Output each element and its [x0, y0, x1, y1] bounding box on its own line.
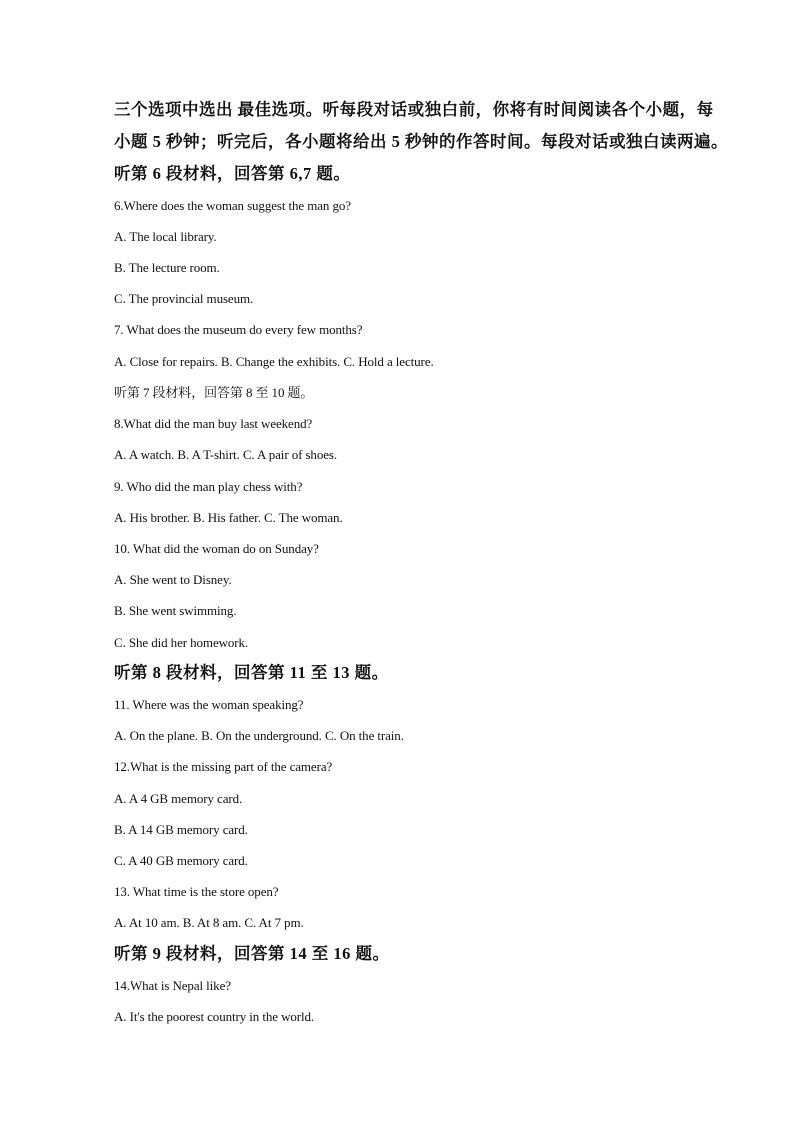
question-6: 6.Where does the woman suggest the man go? [114, 198, 351, 213]
question-12-option-b: B. A 14 GB memory card. [114, 822, 248, 837]
instruction-line-1: 三个选项中选出 最佳选项。听每段对话或独白前，你将有时间阅读各个小题，每 [114, 100, 714, 119]
section-heading-8: 听第 8 段材料，回答第 11 至 13 题。 [114, 663, 389, 682]
instruction-line-2: 小题 5 秒钟；听完后，各小题将给出 5 秒钟的作答时间。每段对话或独白读两遍。 [114, 132, 728, 151]
question-6-option-b: B. The lecture room. [114, 260, 220, 275]
question-13-options: A. At 10 am. B. At 8 am. C. At 7 pm. [114, 915, 304, 930]
question-11: 11. Where was the woman speaking? [114, 697, 304, 712]
question-7: 7. What does the museum do every few months? [114, 322, 363, 337]
question-8: 8.What did the man buy last weekend? [114, 416, 313, 431]
section-heading-9: 听第 9 段材料，回答第 14 至 16 题。 [114, 944, 390, 963]
question-11-options: A. On the plane. B. On the underground. C. On the train. [114, 728, 404, 743]
question-12-option-a: A. A 4 GB memory card. [114, 791, 243, 806]
question-14-option-a: A. It's the poorest country in the world. [114, 1009, 315, 1024]
section-heading-6: 听第 6 段材料，回答第 6,7 题。 [114, 164, 351, 183]
question-8-options: A. A watch. B. A T-shirt. C. A pair of shoes. [114, 447, 338, 462]
question-6-option-c: C. The provincial museum. [114, 291, 254, 306]
question-12-option-c: C. A 40 GB memory card. [114, 853, 248, 868]
question-12: 12.What is the missing part of the camera? [114, 759, 333, 774]
question-13: 13. What time is the store open? [114, 884, 279, 899]
question-9-options: A. His brother. B. His father. C. The woman. [114, 510, 343, 525]
question-10-option-a: A. She went to Disney. [114, 572, 232, 587]
question-6-option-a: A. The local library. [114, 229, 217, 244]
question-10: 10. What did the woman do on Sunday? [114, 541, 319, 556]
question-10-option-b: B. She went swimming. [114, 603, 237, 618]
question-10-option-c: C. She did her homework. [114, 635, 249, 650]
question-14: 14.What is Nepal like? [114, 978, 231, 993]
question-7-options: A. Close for repairs. B. Change the exhibits. C. Hold a lecture. [114, 354, 434, 369]
section-heading-7: 听第 7 段材料，回答第 8 至 10 题。 [114, 385, 314, 400]
question-9: 9. Who did the man play chess with? [114, 479, 303, 494]
